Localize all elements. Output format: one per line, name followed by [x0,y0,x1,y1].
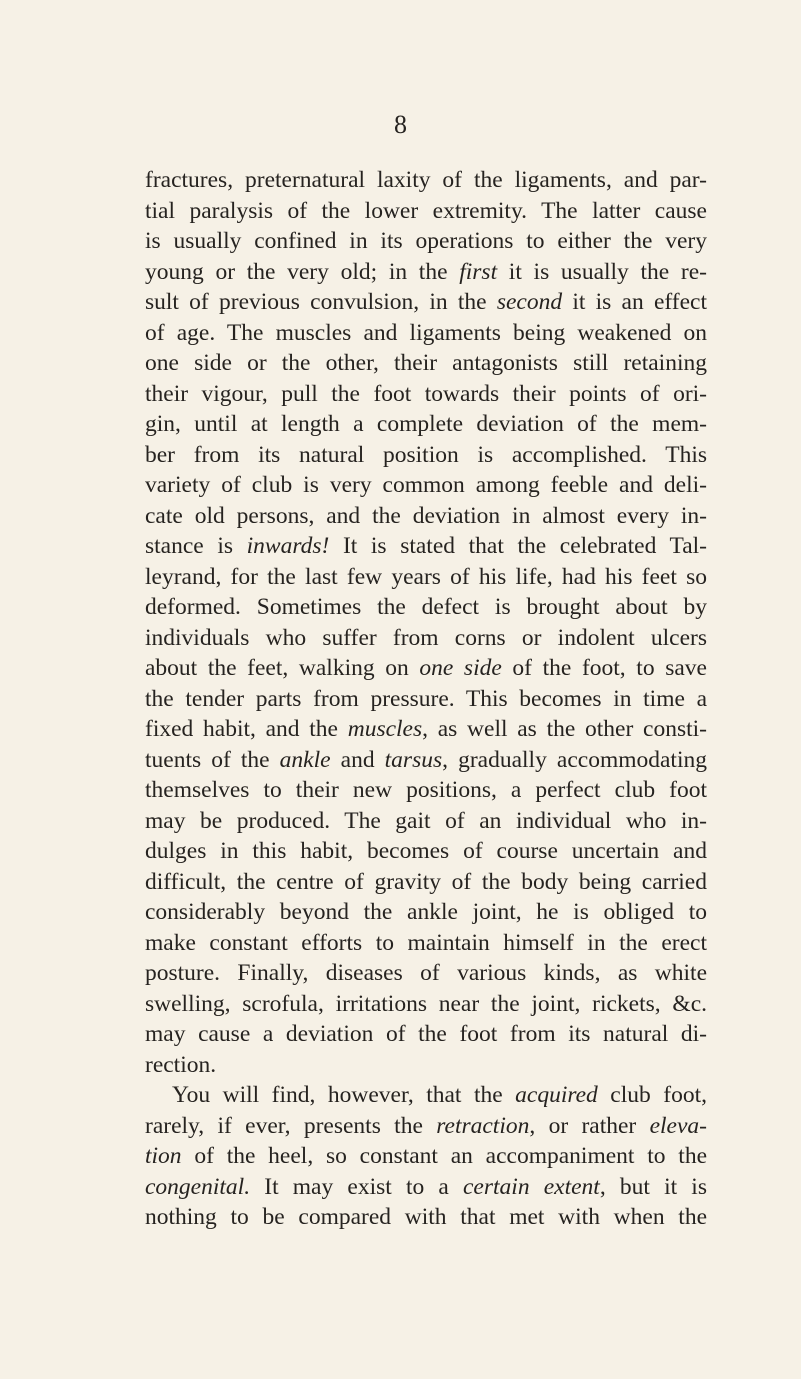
text-line [145,257,707,288]
line-text: of the heel, so constant an accompaniment to the [181,1143,707,1169]
line-text: difficult, the centre of gravity of the body being carried [145,868,707,895]
line-text: ber from its natural position is accomplished. This [145,441,707,468]
line-text: You will find, however, that the [172,1082,516,1108]
text-line [145,867,707,898]
text-line [145,1111,707,1142]
line-text: swelling, scrofula, irritations near the joint, rickets, &c. [145,990,707,1017]
line-text: individuals who suffer from corns or indolent ulcers [145,624,707,651]
line-text: posture. Finally, diseases of various kinds, as white [145,960,707,986]
page-number: 8 [394,110,407,139]
line-text: , as well as the other consti- [422,716,707,742]
text-line [145,592,707,623]
line-text: dulges in this habit, becomes of course uncertain and [145,838,707,864]
italic-text: inwards! [246,533,330,559]
line-text: rection. [145,1051,217,1078]
line-text: fractures, preternatural laxity of the ligaments, and par- [145,167,707,193]
line-text: the tender parts from pressure. This becomes in time a [145,685,707,712]
text-line [145,226,707,257]
line-text: is usually confined in its operations to either the very [145,228,707,254]
line-text: about the feet, walking on [145,655,420,681]
text-line [145,653,707,684]
text-line [145,836,707,867]
line-text: themselves to their new positions, a perfect club foot [145,777,707,803]
italic-text: congenital. [145,1173,251,1200]
line-text: may cause a deviation of the foot from its natural di- [145,1021,707,1047]
line-text: their vigour, pull the foot towards their points of ori- [145,380,707,407]
italic-text: second [496,289,563,315]
line-text: stance is [145,533,247,559]
text-line [145,562,707,593]
text-line [145,897,707,928]
line-text: tial paralysis of the lower extremity. The latter cause [145,197,707,224]
line-text: It is stated that the celebrated Tal- [329,533,708,559]
text-line [145,409,707,440]
line-text: nothing to be compared with that met with when the [145,1204,707,1230]
text-line [145,348,707,379]
text-line [145,684,707,715]
text-line [145,501,707,532]
line-text: of age. The muscles and ligaments being weakened on [145,319,707,346]
text-line [145,775,707,806]
text-line [145,196,707,227]
text-line [145,714,707,745]
line-text: leyrand, for the last few years of his life, had his feet so [145,563,707,590]
text-line [145,470,707,501]
text-line [145,287,707,318]
line-text: one side or the other, their antagonists still retaining [145,350,707,376]
italic-text: ankle [279,746,331,773]
line-text: considerably beyond the ankle joint, he is obliged to [145,899,707,925]
text-line [145,1202,707,1233]
text-line [145,623,707,654]
text-line [145,1080,707,1111]
line-text: it is an effect [562,289,707,315]
line-text: , gradually accommodating [442,746,707,773]
line-text: cate old persons, and the deviation in almost every in- [145,502,707,529]
text-line [145,318,707,349]
line-text: tuents of the [145,746,280,773]
text-line [145,958,707,989]
text-line [145,745,707,776]
line-text: It may exist to a [250,1173,463,1200]
text-line [145,531,707,562]
line-text: may be produced. The gait of an individual who in- [145,807,707,834]
body-text [145,165,707,1233]
line-text: of the foot, to save [501,655,707,681]
line-text: gin, until at length a complete deviation of the mem- [145,411,707,437]
text-line [145,440,707,471]
line-text: variety of club is very common among feeble and deli- [145,472,707,498]
line-text: , but it is [599,1173,707,1200]
text-line [145,1050,707,1081]
italic-text: eleva- [649,1112,707,1139]
line-text: sult of previous convulsion, in the [145,289,497,315]
text-line [145,1141,707,1172]
text-line [145,928,707,959]
text-line [145,379,707,410]
italic-text: muscles [347,716,423,742]
line-text: young or the very old; in the [145,258,460,285]
italic-text: tarsus [384,746,443,773]
italic-text: first [459,258,498,285]
text-line [145,989,707,1020]
line-text: make constant efforts to maintain himself in the erect [145,929,707,956]
italic-text: acquired [515,1082,598,1108]
line-text: it is usually the re- [497,258,707,285]
italic-text: retraction [436,1112,530,1139]
text-line [145,1019,707,1050]
line-text: deformed. Sometimes the defect is brought about by [145,594,707,620]
line-text: club foot, [597,1082,707,1108]
italic-text: one side [419,655,502,681]
line-text: , or rather [529,1112,650,1139]
line-text: and [330,746,385,773]
text-line [145,806,707,837]
line-text: fixed habit, and the [145,716,348,742]
italic-text: tion [145,1143,182,1169]
text-line [145,165,707,196]
italic-text: certain extent [463,1173,600,1200]
line-text: rarely, if ever, presents the [145,1112,437,1139]
text-line [145,1172,707,1203]
